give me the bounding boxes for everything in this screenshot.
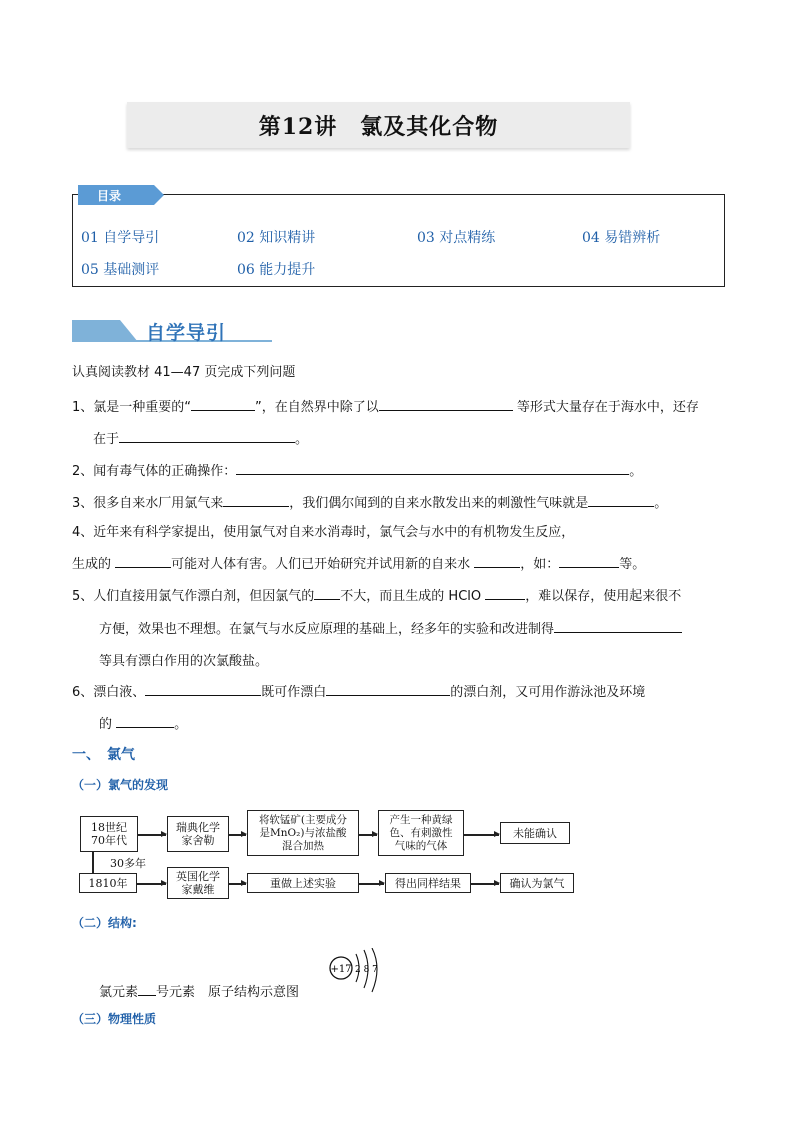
atom-structure-diagram bbox=[326, 948, 386, 996]
q4-blank-2[interactable] bbox=[474, 554, 520, 568]
question-6-line-1 bbox=[72, 681, 645, 700]
q5-blank-1[interactable] bbox=[314, 586, 340, 600]
q5-blank-2[interactable] bbox=[485, 586, 525, 600]
q6-text-b: 既可作漂白 bbox=[261, 685, 327, 700]
q3-text-a: 3、很多自来水厂用氯气来 bbox=[72, 496, 224, 511]
structure-text-b: 号元素 原子结构示意图 bbox=[156, 985, 300, 1000]
question-2 bbox=[72, 460, 642, 479]
question-1-line-2 bbox=[93, 428, 308, 447]
flow-arrow bbox=[229, 883, 246, 885]
flow-box-unconfirmed: 未能确认 bbox=[500, 822, 570, 844]
q5-text-a: 5、人们直接用氯气作漂白剂，但因氯气的 bbox=[72, 589, 315, 604]
q4-text-e: 等。 bbox=[619, 557, 646, 572]
q5-text-d: 方便，效果也不理想。在氯气与水反应原理的基础上，经多年的实验和改进制得 bbox=[99, 622, 555, 637]
shell-electron-counts: 2 8 7 bbox=[355, 965, 378, 975]
toc-item-6[interactable]: 06 能力提升 bbox=[237, 262, 316, 278]
question-4-line-2 bbox=[72, 553, 645, 572]
section-title: 自学导引 bbox=[146, 322, 227, 344]
q1-text-d: 在于 bbox=[93, 432, 120, 447]
toc-tab-label: 目录 bbox=[97, 189, 122, 203]
structure-blank[interactable] bbox=[138, 982, 156, 996]
question-5-line-3: 等具有漂白作用的次氯酸盐。 bbox=[99, 654, 269, 669]
q4-blank-1[interactable] bbox=[115, 554, 171, 568]
flow-box-experiment: 将软锰矿(主要成分 是MnO₂)与浓盐酸 混合加热 bbox=[247, 810, 359, 856]
q1-blank-2[interactable] bbox=[379, 397, 513, 411]
heading-chlorine: 一、 氯气 bbox=[72, 747, 135, 763]
q4-text-d: ，如： bbox=[520, 557, 560, 572]
flow-box-repeat-experiment: 重做上述实验 bbox=[247, 873, 359, 893]
structure-line bbox=[99, 981, 299, 1000]
flow-arrow bbox=[229, 834, 246, 836]
question-3 bbox=[72, 492, 667, 511]
flow-box-scheele: 瑞典化学 家舍勒 bbox=[167, 816, 229, 852]
q5-text-c: ，难以保存，使用起来很不 bbox=[525, 589, 682, 604]
q6-text-e: 。 bbox=[174, 717, 188, 732]
heading-discovery: （一）氯气的发现 bbox=[72, 778, 169, 792]
toc-item-2[interactable]: 02 知识精讲 bbox=[237, 230, 316, 246]
flow-box-gas-produced: 产生一种黄绿 色、有刺激性 气味的气体 bbox=[378, 810, 464, 856]
intro-text: 认真阅读教材 41—47 页完成下列问题 bbox=[72, 365, 296, 380]
q2-text-a: 2、闻有毒气体的正确操作： bbox=[72, 464, 237, 479]
q3-blank-1[interactable] bbox=[223, 493, 289, 507]
q6-blank-1[interactable] bbox=[145, 682, 261, 696]
q1-blank-1[interactable] bbox=[191, 397, 255, 411]
flow-box-1810: 1810年 bbox=[79, 873, 137, 893]
q1-text-b: ”，在自然界中除了以 bbox=[255, 400, 379, 415]
q2-text-b: 。 bbox=[629, 464, 643, 479]
page-title: 第12讲 氯及其化合物 bbox=[258, 114, 499, 140]
flow-arrow bbox=[359, 834, 377, 836]
q6-text-c: 的漂白剂，又可用作游泳池及环境 bbox=[450, 685, 646, 700]
q1-text-a: 1、氯是一种重要的“ bbox=[72, 400, 192, 415]
q3-text-c: 。 bbox=[654, 496, 668, 511]
question-1-line-1 bbox=[72, 396, 699, 415]
flow-arrow bbox=[359, 883, 384, 885]
q5-text-b: 不大，而且生成的 HClO bbox=[340, 589, 486, 604]
q3-blank-2[interactable] bbox=[588, 493, 654, 507]
q6-text-d: 的 bbox=[99, 717, 117, 732]
q3-text-b: ，我们偶尔闻到的自来水散发出来的刺激性气味就是 bbox=[289, 496, 589, 511]
flow-box-davy: 英国化学 家戴维 bbox=[167, 867, 229, 899]
flow-arrow bbox=[137, 883, 166, 885]
toc-item-3[interactable]: 03 对点精练 bbox=[417, 230, 496, 246]
q2-blank-1[interactable] bbox=[236, 461, 629, 475]
q4-text-c: 可能对人体有害。人们已开始研究并试用新的自来水 bbox=[171, 557, 475, 572]
nucleus-label: +17 bbox=[330, 964, 352, 975]
flow-gap-label: 30多年 bbox=[110, 857, 146, 870]
toc-item-4[interactable]: 04 易错辨析 bbox=[582, 230, 661, 246]
flow-box-1870s: 18世纪 70年代 bbox=[80, 816, 138, 852]
q6-blank-2[interactable] bbox=[326, 682, 450, 696]
heading-physical-properties: （三）物理性质 bbox=[72, 1012, 157, 1026]
structure-text-a: 氯元素 bbox=[99, 985, 139, 1000]
question-6-line-2 bbox=[99, 713, 187, 732]
q4-text-b: 生成的 bbox=[72, 557, 116, 572]
flow-arrow bbox=[138, 834, 166, 836]
flow-arrow bbox=[464, 834, 499, 836]
heading-structure: （二）结构: bbox=[72, 916, 137, 930]
q5-blank-3[interactable] bbox=[554, 619, 682, 633]
question-4-line-1: 4、近年来有科学家提出，使用氯气对自来水消毒时，氯气会与水中的有机物发生反应， bbox=[72, 525, 575, 540]
q1-text-c: 等形式大量存在于海水中，还存 bbox=[512, 400, 699, 415]
q4-blank-3[interactable] bbox=[559, 554, 619, 568]
q6-text-a: 6、漂白液、 bbox=[72, 685, 146, 700]
q1-text-e: 。 bbox=[295, 432, 309, 447]
question-5-line-1 bbox=[72, 585, 681, 604]
toc-item-5[interactable]: 05 基础测评 bbox=[81, 262, 160, 278]
q1-blank-3[interactable] bbox=[119, 429, 295, 443]
flow-box-confirmed-chlorine: 确认为氯气 bbox=[500, 873, 574, 893]
toc-item-1[interactable]: 01 自学导引 bbox=[81, 230, 160, 246]
q6-blank-3[interactable] bbox=[116, 714, 174, 728]
question-5-line-2 bbox=[99, 618, 682, 637]
flow-box-same-result: 得出同样结果 bbox=[385, 873, 471, 893]
flow-arrow bbox=[471, 883, 499, 885]
